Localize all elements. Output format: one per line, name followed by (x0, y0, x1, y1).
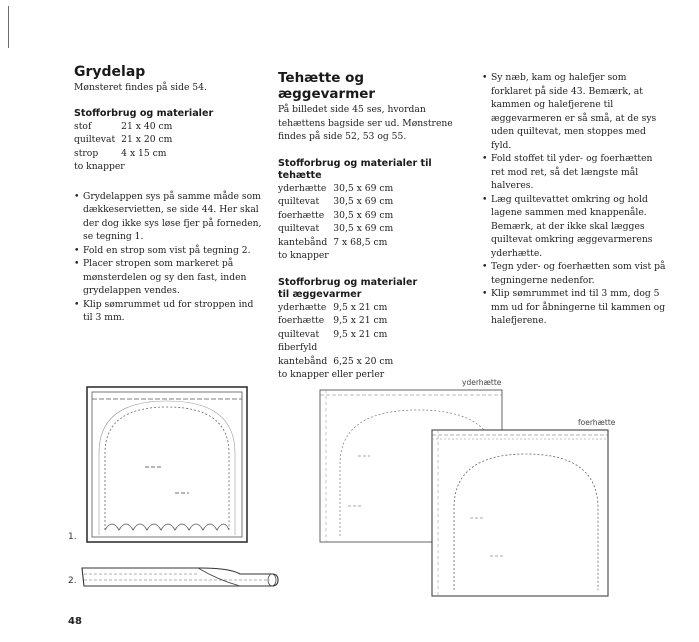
material-name: stof (74, 120, 92, 132)
figure-tag-outer: yderhætte (462, 378, 502, 387)
material-value: 30,5 x 69 cm (333, 196, 394, 207)
material-row (74, 147, 172, 161)
material-name: foerhætte (278, 315, 325, 326)
material-row (278, 222, 393, 236)
material-value: 9,5 x 21 cm (333, 315, 388, 326)
material-name: yderhætte (278, 301, 327, 313)
figure-label-1: 1. (68, 532, 77, 542)
figure-label-2: 2. (68, 576, 77, 586)
material-row (74, 120, 172, 134)
material-name: quiltevat (278, 328, 320, 340)
material-row (278, 209, 393, 223)
list-item: • Fold stoffet til yder- og foerhætten ret mod ret, så det længste mål halveres. (482, 152, 668, 193)
material-name: quiltevat (278, 196, 320, 207)
figure-potholder-drawing (85, 385, 250, 545)
material-row (278, 328, 393, 342)
egg-extra: to knapper eller perler (278, 369, 385, 380)
list-item: • Placer stropen som markeret på mønsterdelen og sy den fast, inden grydelappen vendes. (74, 257, 264, 298)
grydelap-extra: to knapper (74, 161, 125, 172)
tehaette-title: Tehætte og æggevarmer (278, 70, 376, 102)
material-row (278, 314, 393, 328)
tea-materials-heading: Stofforbrug og materialer til tehætte (278, 157, 432, 181)
material-name: quiltevat (74, 134, 116, 145)
material-value: 6,25 x 20 cm (333, 355, 394, 367)
list-item: • Sy næb, kam og halefjer som forklaret på side 43. Bemærk, at kammen og halefjerene til æggevarmeren er så små, at de sys uden quiltevat, men stoppes med fyld. (482, 71, 668, 152)
column-grydelap (74, 64, 264, 325)
list-item: • Grydelappen sys på samme måde som dækkeservietten, se side 44. Her skal der dog ikke sys løse fjer på forneden, se tegning 1. (74, 190, 264, 244)
figure-tag-lining: foerhætte (578, 418, 616, 427)
column-instructions (482, 71, 668, 328)
material-value: 30,5 x 69 cm (333, 182, 394, 194)
material-row (278, 355, 393, 369)
material-value: 9,5 x 21 cm (333, 328, 388, 340)
material-name: strop (74, 147, 99, 159)
material-row (278, 236, 393, 250)
list-item: • Klip sømrummet ud for stroppen ind til 3 mm. (74, 298, 264, 325)
tea-extra: to knapper (278, 250, 329, 261)
list-item: • Tegn yder- og foerhætten som vist på tegningerne nedenfor. (482, 260, 668, 287)
grydelap-steps (74, 190, 264, 325)
material-value: 7 x 68,5 cm (333, 236, 388, 248)
material-row (74, 133, 172, 147)
tea-materials-table (278, 182, 393, 250)
tehaette-intro: På billedet side 45 ses, hvordan tehættens bagside ser ud. Mønstrene findes på side 52, 53 og 55. (278, 104, 453, 142)
page-number: 48 (68, 616, 82, 627)
material-row (278, 301, 393, 315)
tehaette-steps (482, 71, 668, 328)
material-name: fiberfyld (278, 342, 318, 353)
figure-teacosy-lining-drawing (430, 426, 610, 598)
list-item: • Fold en strop som vist på tegning 2. (74, 244, 264, 258)
material-value: 30,5 x 69 cm (333, 223, 394, 234)
figure-strap-drawing (80, 562, 280, 592)
grydelap-intro: Mønsteret findes på side 54. (74, 82, 207, 93)
material-name: quiltevat (278, 223, 320, 234)
grydelap-materials-heading: Stofforbrug og materialer (74, 107, 214, 119)
material-value: 21 x 20 cm (121, 134, 173, 145)
margin-rule (8, 6, 9, 48)
material-row (278, 341, 393, 355)
material-value: 4 x 15 cm (121, 147, 167, 159)
material-row (278, 182, 393, 196)
list-item: • Læg quiltevattet omkring og hold lagene sammen med knappenåle. Bemærk, at der ikke skal lægges quiltevat omkring æggevarmerens yderhætte. (482, 193, 668, 261)
material-value: 30,5 x 69 cm (333, 209, 394, 221)
material-row (278, 195, 393, 209)
material-name: foerhætte (278, 209, 325, 221)
egg-materials-heading-1: Stofforbrug og materialer (278, 276, 418, 288)
grydelap-title: Grydelap (74, 64, 146, 80)
material-name: kantebånd (278, 236, 328, 248)
material-value: 9,5 x 21 cm (333, 301, 388, 313)
material-name: kantebånd (278, 355, 328, 367)
egg-materials-heading-2: til æggevarmer (278, 288, 362, 300)
egg-materials-table (278, 301, 393, 369)
material-value: 21 x 40 cm (121, 120, 173, 132)
list-item: • Klip sømrummet ind til 3 mm, dog 5 mm ud for åbningerne til kammen og halefjerene. (482, 287, 668, 328)
material-name: yderhætte (278, 182, 327, 194)
column-tehaette (278, 70, 464, 382)
grydelap-materials-table (74, 120, 172, 161)
